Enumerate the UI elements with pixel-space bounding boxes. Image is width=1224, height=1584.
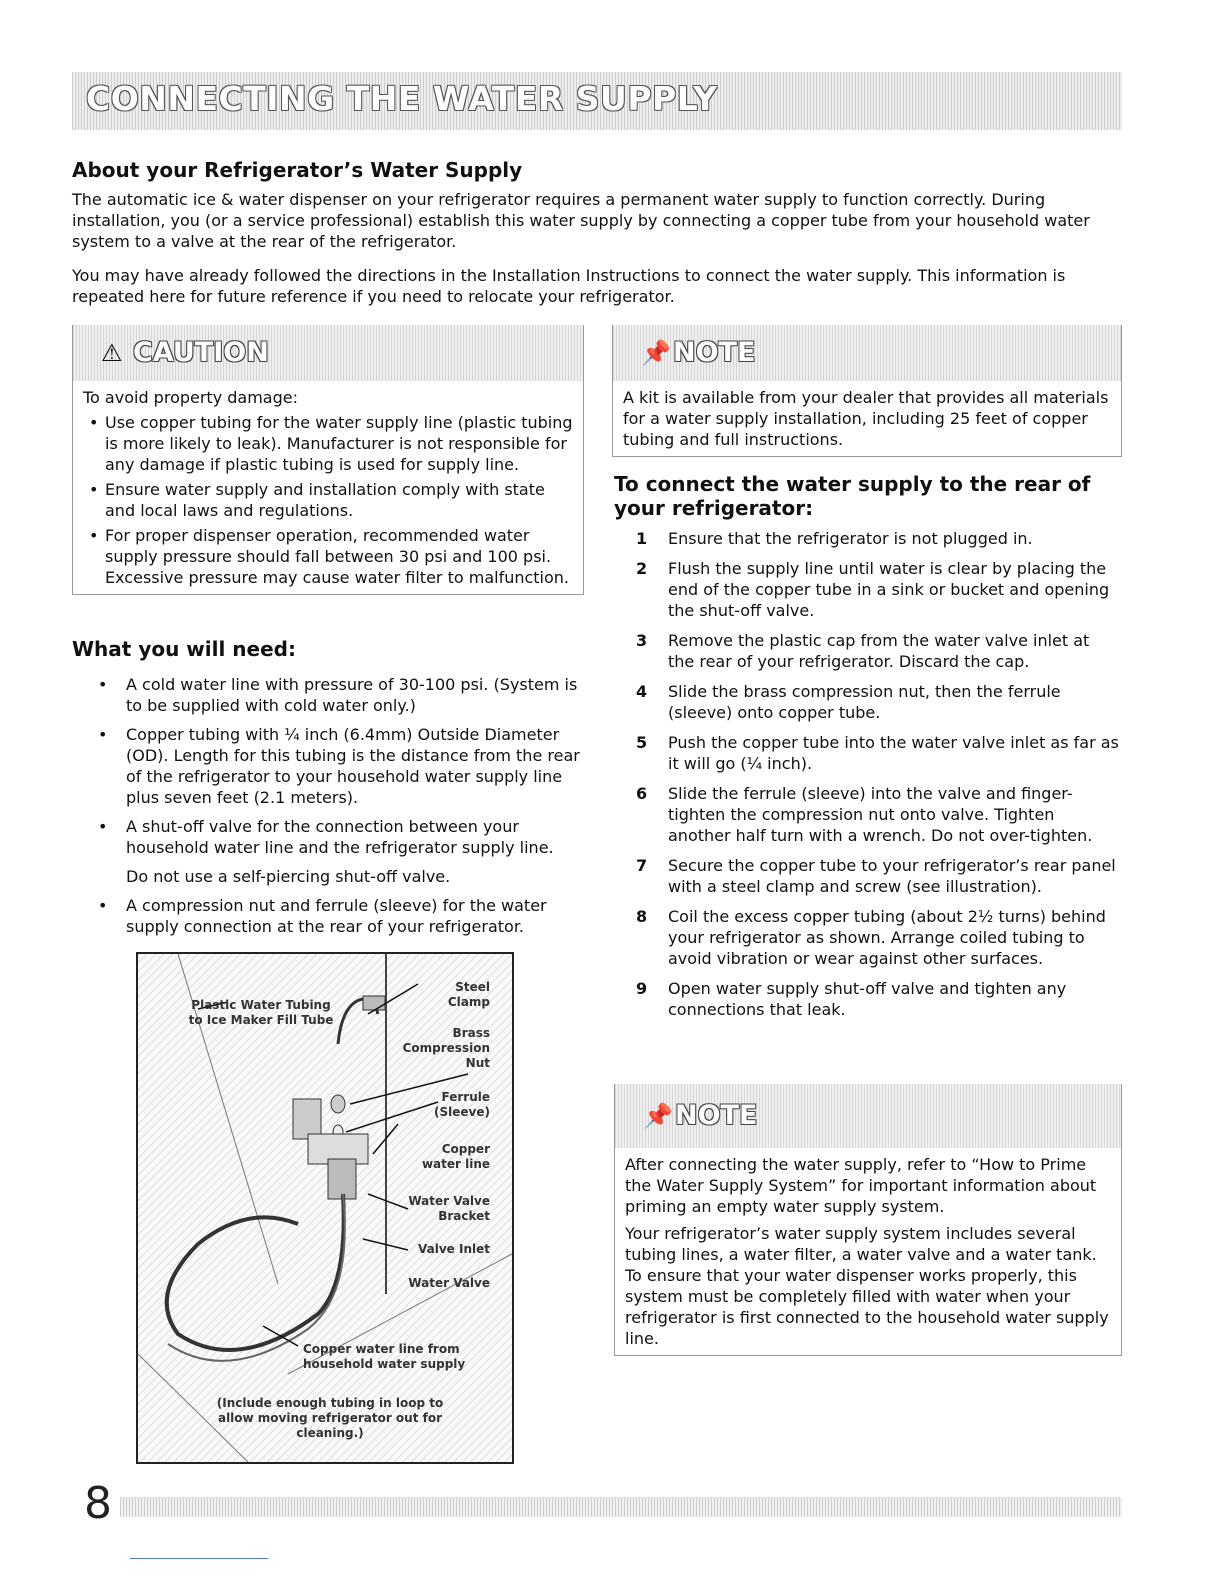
step-number: 1 [636, 529, 648, 548]
step-text: Secure the copper tube to your refrigerator’s rear panel with a steel clamp and screw (see illustration). [668, 856, 1116, 896]
step-item [614, 732, 1120, 774]
section-banner [72, 72, 1122, 130]
step-text: Push the copper tube into the water valve inlet as far as it will go (¼ inch). [668, 733, 1119, 773]
page-number: 8 [84, 1478, 112, 1529]
label-valve-bracket: Water Valve Bracket [408, 1194, 490, 1223]
note-box-1 [612, 325, 1122, 457]
footer-bar [120, 1497, 1122, 1517]
caution-label: CAUTION [133, 337, 269, 368]
page-title: CONNECTING THE WATER SUPPLY [86, 79, 718, 118]
water-connection-illustration [136, 952, 514, 1464]
step-text: Slide the ferrule (sleeve) into the valve and finger-tighten the compression nut onto valve. Tighten another half turn with a wrench. Do not over-tighten. [668, 784, 1093, 845]
about-heading: About your Refrigerator’s Water Supply [72, 158, 523, 182]
connect-heading: To connect the water supply to the rear of your refrigerator: [614, 472, 1091, 520]
step-item [614, 855, 1120, 897]
need-item: • A shut-off valve for the connection between your household water line and the refrigerator supply line. [72, 816, 582, 858]
label-brass-nut: Brass Compression Nut [402, 1026, 490, 1070]
need-item: • A compression nut and ferrule (sleeve) for the water supply connection at the rear of your refrigerator. [72, 895, 582, 937]
step-text: Slide the brass compression nut, then the ferrule (sleeve) onto copper tube. [668, 682, 1061, 722]
step-text: Open water supply shut-off valve and tighten any connections that leak. [668, 979, 1067, 1019]
step-number: 9 [636, 979, 648, 998]
step-text: Flush the supply line until water is clear by placing the end of the copper tube in a sink or bucket and opening the shut-off valve. [668, 559, 1110, 620]
note-text-1: A kit is available from your dealer that provides all materials for a water supply installation, including 25 feet of copper tubing and full instructions. [623, 388, 1109, 449]
step-item [614, 528, 1120, 549]
step-number: 2 [636, 559, 648, 578]
step-number: 7 [636, 856, 648, 875]
label-copper-line: Copper water line [421, 1142, 490, 1171]
note-text-2a: After connecting the water supply, refer to “How to Prime the Water Supply System” for important information about priming an empty water supply system. [625, 1155, 1097, 1216]
step-number: 6 [636, 784, 648, 803]
label-ferrule: Ferrule (Sleeve) [434, 1090, 490, 1119]
note-label-1: NOTE [673, 337, 756, 368]
step-item [614, 558, 1120, 621]
caution-item: • For proper dispenser operation, recommended water supply pressure should fall between 30 psi and 100 psi. Excessive pressure may cause water filter to malfunction. [83, 525, 575, 588]
step-number: 5 [636, 733, 648, 752]
step-text: Remove the plastic cap from the water valve inlet at the rear of your refrigerator. Discard the cap. [668, 631, 1090, 671]
about-paragraph-1: The automatic ice & water dispenser on your refrigerator requires a permanent water supply to function correctly. During installation, you (or a service professional) establish this water supply by connecting a copper tube from your household water system to a valve at the rear of the refrigerator. [72, 190, 1090, 251]
caution-item: • Ensure water supply and installation comply with state and local laws and regulations. [83, 479, 575, 521]
label-loop-note: (Include enough tubing in loop to allow moving refrigerator out for cleaning.) [216, 1396, 444, 1440]
step-item [614, 681, 1120, 723]
label-plastic-tubing: Plastic Water Tubing to Ice Maker Fill Tube [188, 998, 334, 1027]
connect-steps [614, 528, 1120, 1029]
label-valve-inlet: Valve Inlet [418, 1242, 490, 1256]
pushpin-icon: 📌 [641, 339, 671, 367]
footer-link-underline [130, 1558, 268, 1559]
need-item: • Copper tubing with ¼ inch (6.4mm) Outside Diameter (OD). Length for this tubing is the distance from the rear of the refrigerator to your household water supply line plus seven feet (2.1 meters). [72, 724, 582, 808]
warning-triangle-icon: ⚠ [101, 339, 123, 367]
label-household-line: Copper water line from household water supply [303, 1342, 466, 1371]
step-text: Coil the excess copper tubing (about 2½ turns) behind your refrigerator as shown. Arrange coiled tubing to avoid vibration or wear against other surfaces. [668, 907, 1106, 968]
label-water-valve: Water Valve [408, 1276, 490, 1290]
note-label-2: NOTE [675, 1100, 758, 1131]
step-text: Ensure that the refrigerator is not plugged in. [668, 529, 1033, 548]
note-header-1 [613, 325, 1121, 381]
step-number: 8 [636, 907, 648, 926]
step-number: 4 [636, 682, 648, 701]
caution-header [73, 325, 583, 381]
caution-intro: To avoid property damage: [83, 388, 298, 407]
note-header-2 [615, 1084, 1121, 1148]
step-number: 3 [636, 631, 648, 650]
need-note: Do not use a self-piercing shut-off valve. [126, 867, 451, 886]
step-item [614, 906, 1120, 969]
need-item: • A cold water line with pressure of 30-100 psi. (System is to be supplied with cold water only.) [72, 674, 582, 716]
caution-box [72, 325, 584, 595]
caution-item: • Use copper tubing for the water supply line (plastic tubing is more likely to leak). Manufacturer is not responsible for any damage if plastic tubing is used for supply line. [83, 412, 575, 475]
step-item [614, 978, 1120, 1020]
label-steel-clamp: Steel Clamp [447, 980, 490, 1009]
need-list-wrapper [72, 670, 582, 945]
step-item [614, 783, 1120, 846]
step-item [614, 630, 1120, 672]
pushpin-icon: 📌 [643, 1102, 673, 1130]
note-box-2 [614, 1084, 1122, 1356]
about-paragraph-2: You may have already followed the directions in the Installation Instructions to connect the water supply. This information is repeated here for future reference if you need to relocate your refrigerator. [72, 266, 1066, 306]
note-text-2b: Your refrigerator’s water supply system includes several tubing lines, a water filter, a water valve and a water tank. To ensure that your water dispenser works properly, this system must be completely filled with water when your refrigerator is first connected to the household water supply line. [625, 1224, 1109, 1348]
need-heading: What you will need: [72, 637, 296, 661]
